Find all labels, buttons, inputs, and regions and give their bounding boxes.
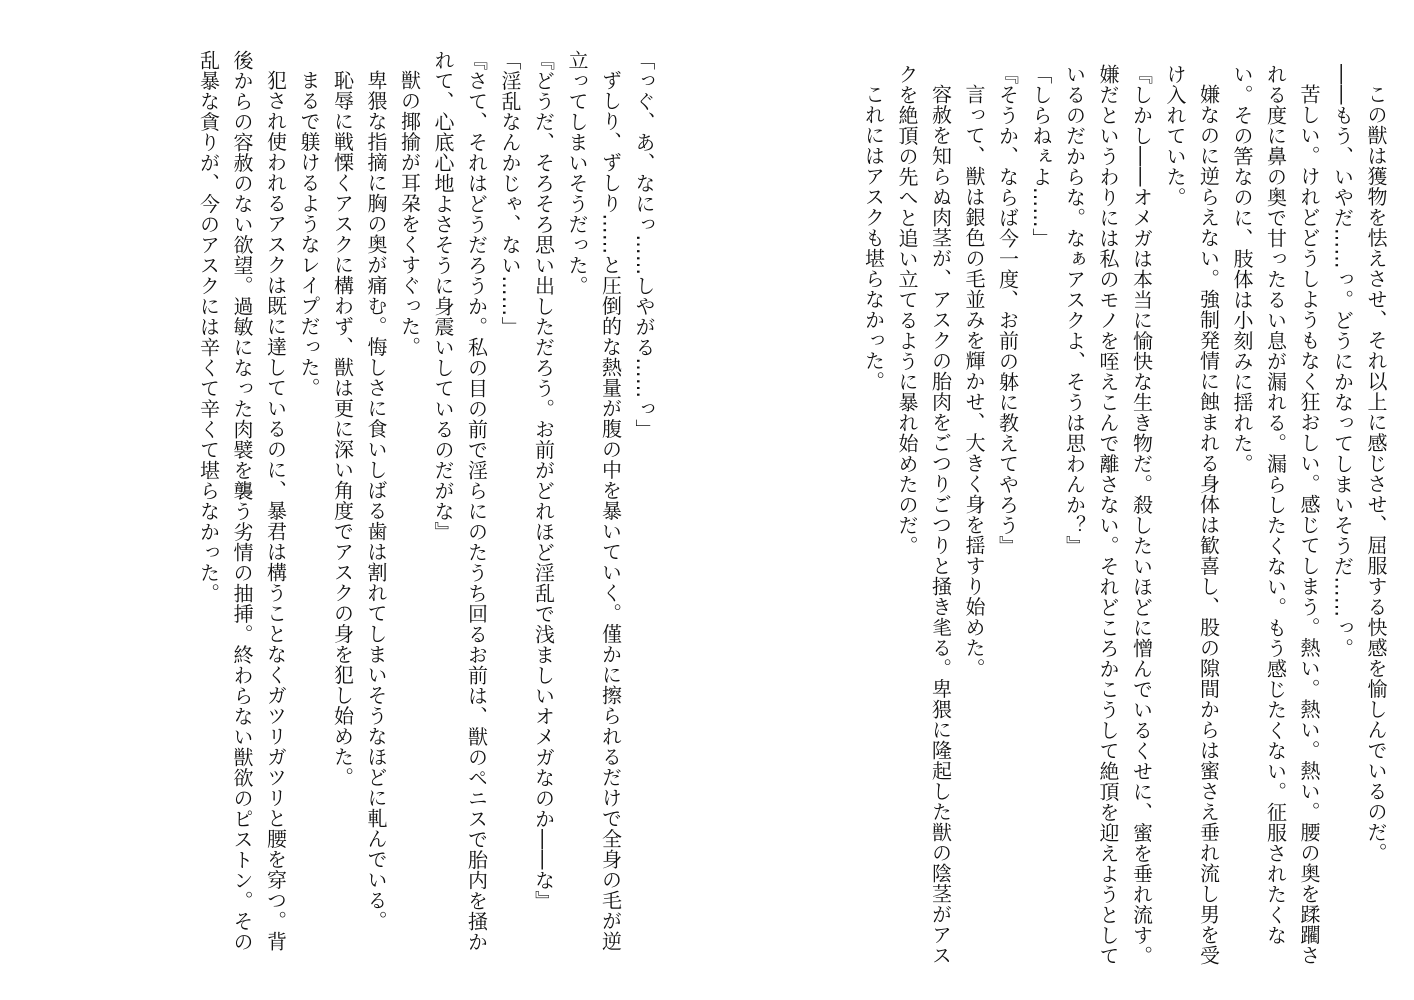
paragraph: 「淫乱なんかじゃ、ない……」 xyxy=(498,50,522,337)
paragraph: 犯され使われるアスクは既に達しているのに、暴君は構うことなくガツリガツリと腰を穿つ。背後からの容赦のない欲望。過敏になった肉襞を襲う劣情の抽挿。終わらない獣欲のピストン。その乱暴な貪りが、今のアスクには辛くて辛くて堪らなかった。 xyxy=(196,50,288,952)
paragraph: 『どうだ、そろそろ思い出しただろう。お前がどれほど淫乱で浅ましいオメガなのか――な』 xyxy=(531,50,556,911)
paragraph: ――もう、いやだ……っ。どうにかなってしまいそうだ……っ。 xyxy=(1330,64,1355,659)
paragraph: この獣は獲物を怯えさせ、それ以上に感じさせ、屈服する快感を愉しんでいるのだ。 xyxy=(1364,84,1388,863)
paragraph: ずしり、ずしり……と圧倒的な熱量が腹の中を暴いていく。僅かに擦られるだけで全身の毛が逆立ってしまいそうだった。 xyxy=(565,50,623,952)
right-page-text xyxy=(742,40,1392,970)
paragraph: 『しかし――オメガは本当に愉快な生き物だ。殺したいほどに憎んでいるくせに、蜜を垂れ流す。嫌だというわりには私のモノを咥えこんで離さない。それどころかこうして絶頂を迎えようとしているのだからな。なぁアスクよ、そうは思わんか？』 xyxy=(1062,64,1154,966)
left-page-text xyxy=(60,40,660,970)
paragraph: まるで躾けるようなレイプだった。 xyxy=(297,70,321,398)
paragraph: 容赦を知らぬ肉茎が、アスクの胎肉をごつりごつりと掻き毟る。卑猥に隆起した獣の陰茎がアスクを絶頂の先へと追い立てるように暴れ始めたのだ。 xyxy=(895,64,953,966)
paragraph: 恥辱に戦慄くアスクに構わず、獣は更に深い角度でアスクの身を犯し始めた。 xyxy=(330,70,355,788)
paragraph: 『さて、それはどうだろうか。私の目の前で淫らにのたうち回るお前は、獣のペニスで胎内を掻かれて、心底心地よさそうに身震いしているのだがな』 xyxy=(431,50,489,952)
paragraph: 獣の揶揄が耳朶をくすぐった。 xyxy=(397,70,422,357)
paragraph: これにはアスクも堪らなかった。 xyxy=(861,84,886,392)
paragraph: 嫌なのに逆らえない。強制発情に蝕まれる身体は歓喜し、股の隙間からは蜜さえ垂れ流し男を受け入れていた。 xyxy=(1163,64,1221,966)
paragraph: 「しらねぇよ……」 xyxy=(1029,64,1053,249)
paragraph: 言って、獣は銀色の毛並みを輝かせ、大きく身を揺すり始めた。 xyxy=(962,84,986,679)
paragraph: 「っぐ、あ、なにっ……しやがる……っ」 xyxy=(632,50,656,440)
paragraph: 卑猥な指摘に胸の奥が痛む。悔しさに食いしばる歯は割れてしまいそうなほどに軋んでいる。 xyxy=(364,70,388,931)
paragraph: 『そうか、ならば今一度、お前の躰に教えてやろう』 xyxy=(995,64,1020,556)
paragraph: 苦しい。けれどどうしようもなく狂おしい。感じてしまう。熱い。熱い。熱い。腰の奥を蹂躙される度に鼻の奥で甘ったるい息が漏れる。漏らしたくない。もう感じたくない。征服されたくない。その筈なのに、肢体は小刻みに揺れた。 xyxy=(1230,64,1321,966)
